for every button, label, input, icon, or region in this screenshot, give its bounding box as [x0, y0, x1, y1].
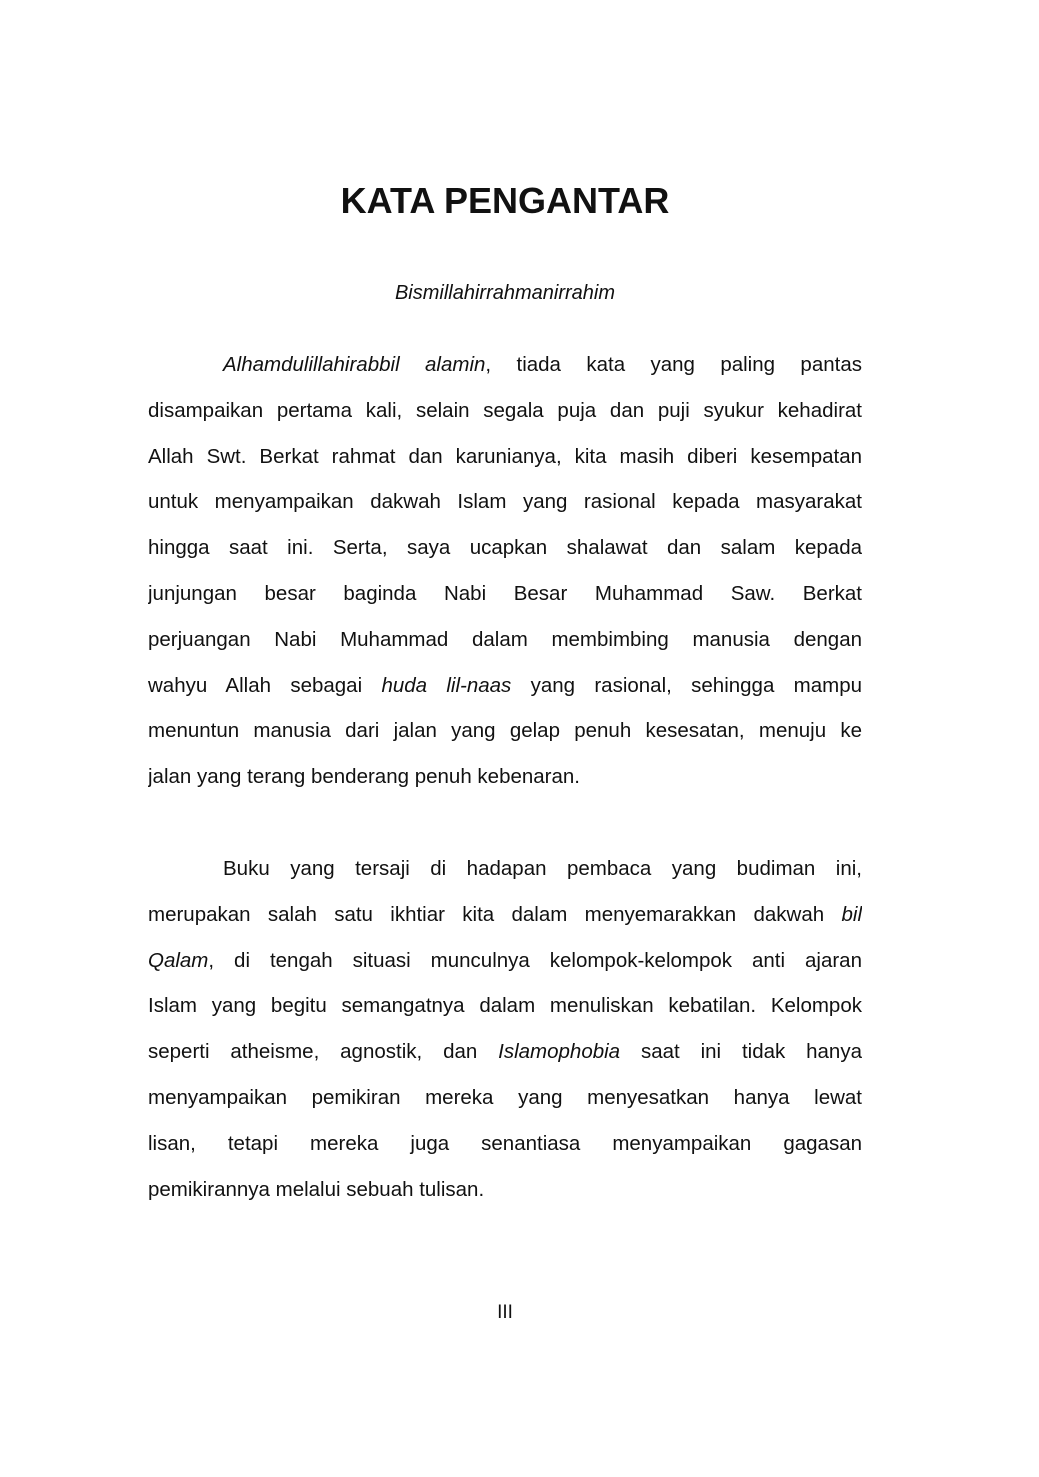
- text-run: seperti atheisme, agnostik, dan: [148, 1040, 499, 1064]
- text-line: [148, 1075, 862, 1121]
- text-line: [148, 1029, 862, 1075]
- italic-text: Alhamdulillahirabbil alamin: [223, 353, 486, 376]
- text-run: junjungan besar baginda Nabi Besar Muhammad Saw. Berkat: [148, 581, 862, 605]
- text-line: [148, 479, 862, 525]
- text-line: [148, 983, 862, 1029]
- page-number: III: [497, 1302, 513, 1323]
- text-run: lisan, tetapi mereka juga senantiasa menyampaikan gagasan: [148, 1131, 862, 1155]
- text-line: [148, 708, 862, 754]
- text-line: [148, 663, 862, 709]
- italic-text: huda lil-naas: [381, 673, 512, 697]
- page-title: KATA PENGANTAR: [340, 180, 670, 221]
- text-run: saat ini tidak hanya: [620, 1040, 862, 1064]
- text-run: hingga saat ini. Serta, saya ucapkan shalawat dan salam kepada: [148, 536, 862, 560]
- text-line: [148, 892, 862, 938]
- text-line: [148, 1121, 862, 1167]
- text-line: [148, 754, 862, 800]
- text-run: perjuangan Nabi Muhammad dalam membimbing manusia dengan: [148, 627, 862, 651]
- text-line: [148, 1167, 862, 1213]
- text-run: , di tengah situasi munculnya kelompok-kelompok anti ajaran: [208, 948, 862, 972]
- text-line: [148, 846, 862, 892]
- paragraph-1: [148, 342, 862, 800]
- text-run: jalan yang terang benderang penuh kebenaran.: [148, 765, 580, 789]
- text-run: Allah Swt. Berkat rahmat dan karunianya, kita masih diberi kesempatan: [148, 444, 862, 468]
- text-run: yang rasional, sehingga mampu: [511, 673, 862, 697]
- text-run: untuk menyampaikan dakwah Islam yang rasional kepada masyarakat: [148, 490, 862, 514]
- page-subtitle: Bismillahirrahmanirrahim: [394, 282, 616, 304]
- text-line: [148, 342, 862, 388]
- text-run: , tiada kata yang paling pantas: [485, 353, 862, 376]
- text-line: [148, 525, 862, 571]
- text-run: wahyu Allah sebagai: [148, 673, 382, 697]
- italic-text: bil: [841, 902, 862, 926]
- text-run: pemikirannya melalui sebuah tulisan.: [148, 1177, 485, 1201]
- text-line: [148, 617, 862, 663]
- text-run: Islam yang begitu semangatnya dalam menuliskan kebatilan. Kelompok: [148, 994, 862, 1018]
- italic-text: Qalam: [148, 948, 209, 972]
- text-run: menuntun manusia dari jalan yang gelap penuh kesesatan, menuju ke: [148, 719, 862, 743]
- text-run: menyampaikan pemikiran mereka yang menyesatkan hanya lewat: [148, 1085, 862, 1109]
- paragraph-2: [148, 846, 862, 1212]
- text-line: [148, 571, 862, 617]
- text-line: [148, 434, 862, 480]
- text-run: merupakan salah satu ikhtiar kita dalam menyemarakkan dakwah: [148, 902, 842, 926]
- italic-text: Islamophobia: [498, 1040, 621, 1064]
- text-run: disampaikan pertama kali, selain segala puja dan puji syukur kehadirat: [148, 398, 862, 422]
- text-line: [148, 388, 862, 434]
- text-line: [148, 938, 862, 984]
- text-run: Buku yang tersaji di hadapan pembaca yang budiman ini,: [223, 857, 862, 880]
